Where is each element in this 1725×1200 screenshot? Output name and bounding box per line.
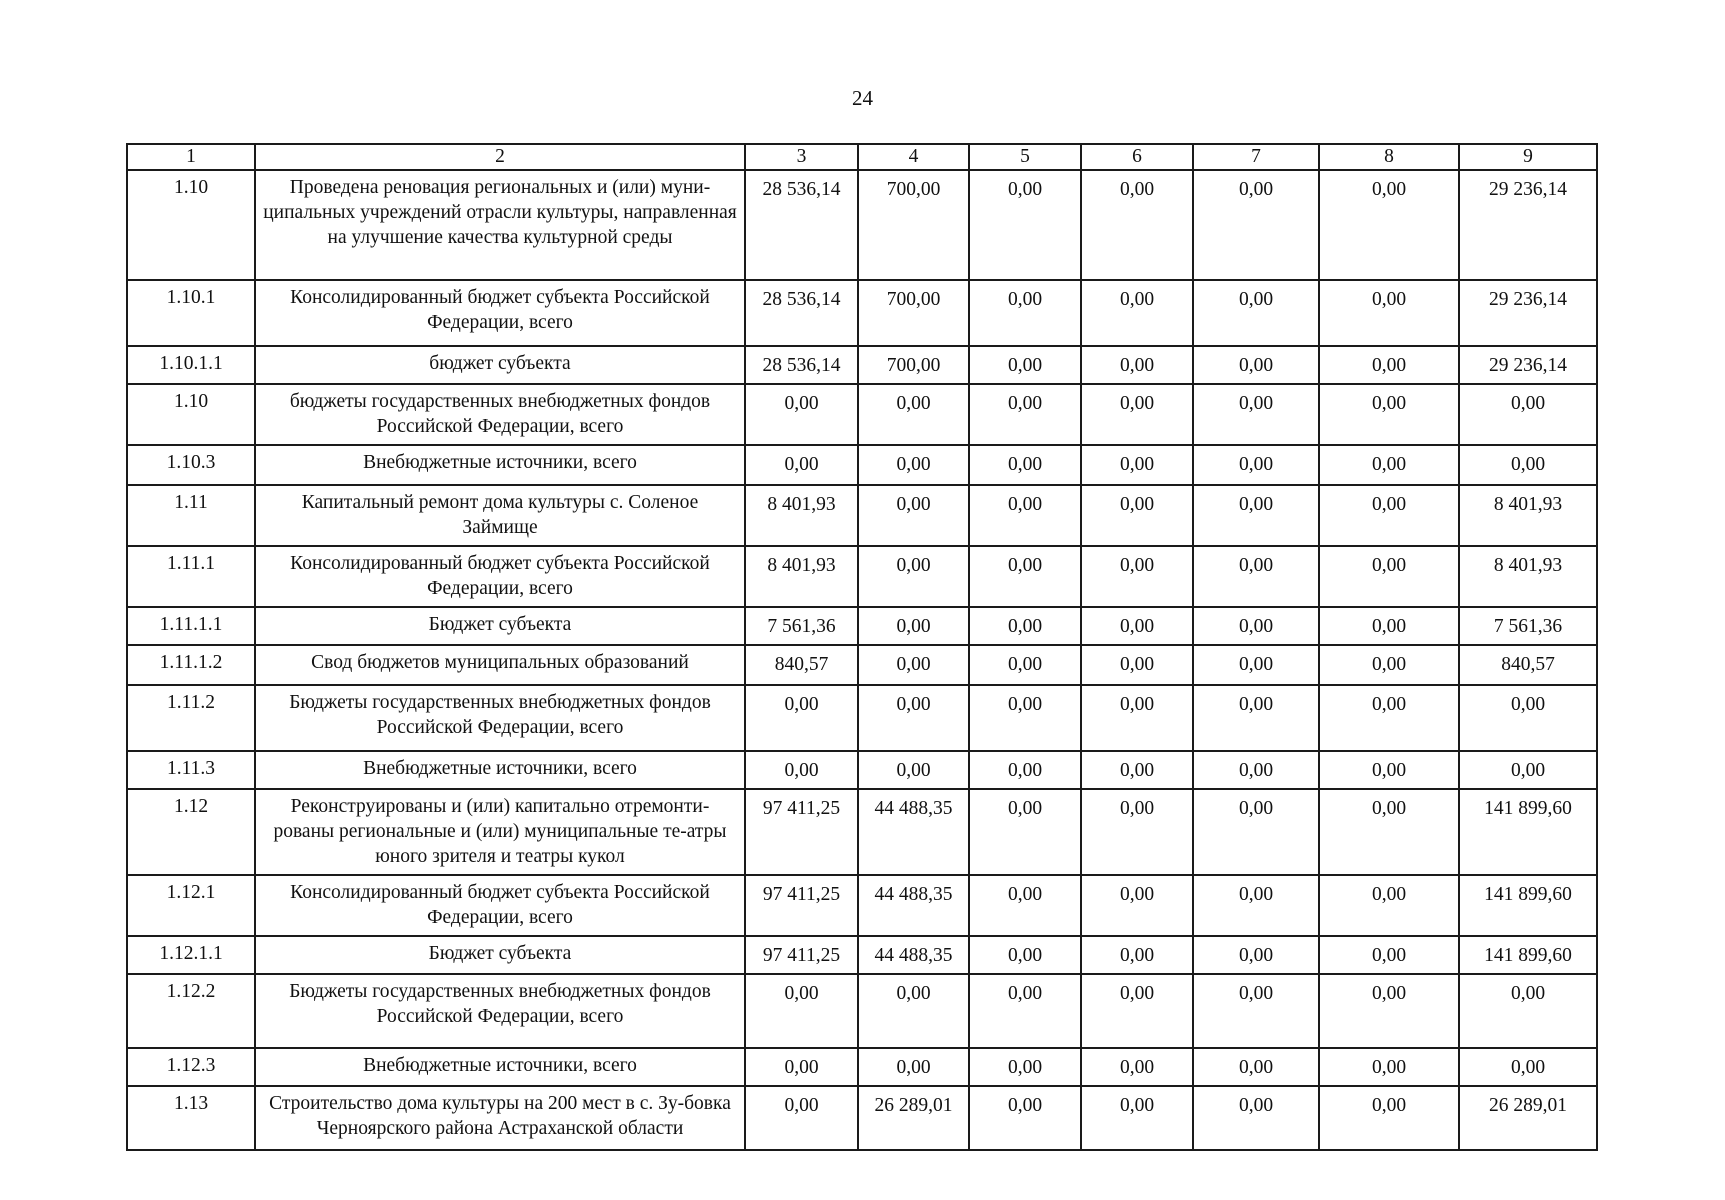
row-value: 0,00 — [858, 445, 969, 485]
table-row — [127, 751, 1597, 789]
row-value: 0,00 — [1459, 974, 1597, 1048]
row-value: 0,00 — [1319, 170, 1459, 280]
row-value: 8 401,93 — [745, 485, 858, 546]
row-value: 840,57 — [745, 645, 858, 685]
row-value: 7 561,36 — [745, 607, 858, 645]
row-value: 141 899,60 — [1459, 875, 1597, 936]
header-row — [127, 144, 1597, 170]
row-value: 0,00 — [969, 974, 1081, 1048]
row-code: 1.12 — [127, 789, 255, 875]
column-header: 3 — [745, 144, 858, 170]
row-value: 8 401,93 — [1459, 485, 1597, 546]
row-code: 1.10 — [127, 384, 255, 445]
table-row — [127, 645, 1597, 685]
table-row — [127, 875, 1597, 936]
row-value: 0,00 — [969, 346, 1081, 384]
row-value: 0,00 — [858, 685, 969, 751]
row-value: 0,00 — [1193, 875, 1319, 936]
row-value: 0,00 — [1193, 936, 1319, 974]
row-code: 1.11 — [127, 485, 255, 546]
budget-table — [126, 143, 1598, 1151]
row-value: 0,00 — [745, 751, 858, 789]
row-value: 0,00 — [1193, 445, 1319, 485]
table-row — [127, 384, 1597, 445]
table-row — [127, 280, 1597, 346]
row-value: 0,00 — [969, 384, 1081, 445]
row-value: 0,00 — [1193, 789, 1319, 875]
row-value: 0,00 — [1319, 685, 1459, 751]
row-value: 0,00 — [1319, 445, 1459, 485]
row-value: 97 411,25 — [745, 875, 858, 936]
row-code: 1.10.3 — [127, 445, 255, 485]
row-name: Строительство дома культуры на 200 мест в с. Зу-бовка Черноярского района Астраханской области — [255, 1086, 745, 1150]
column-header: 8 — [1319, 144, 1459, 170]
table-row — [127, 974, 1597, 1048]
table-row — [127, 685, 1597, 751]
row-value: 700,00 — [858, 170, 969, 280]
row-value: 0,00 — [969, 546, 1081, 607]
row-value: 0,00 — [1081, 1086, 1193, 1150]
table-row — [127, 445, 1597, 485]
row-code: 1.11.1.2 — [127, 645, 255, 685]
row-value: 29 236,14 — [1459, 280, 1597, 346]
row-value: 0,00 — [1081, 445, 1193, 485]
row-value: 0,00 — [1459, 1048, 1597, 1086]
row-value: 0,00 — [1193, 645, 1319, 685]
row-code: 1.11.1.1 — [127, 607, 255, 645]
column-header: 5 — [969, 144, 1081, 170]
table-row — [127, 170, 1597, 280]
row-value: 0,00 — [969, 607, 1081, 645]
row-value: 0,00 — [1193, 280, 1319, 346]
row-value: 0,00 — [858, 546, 969, 607]
table-row — [127, 346, 1597, 384]
row-code: 1.13 — [127, 1086, 255, 1150]
row-name: Проведена реновация региональных и (или) муни-ципальных учреждений отрасли культуры, направленная на улучшение качества культурной среды — [255, 170, 745, 280]
row-value: 0,00 — [858, 1048, 969, 1086]
column-header: 1 — [127, 144, 255, 170]
row-value: 29 236,14 — [1459, 346, 1597, 384]
column-header: 4 — [858, 144, 969, 170]
row-value: 141 899,60 — [1459, 936, 1597, 974]
row-name: Внебюджетные источники, всего — [255, 1048, 745, 1086]
row-value: 0,00 — [1319, 789, 1459, 875]
row-value: 0,00 — [1193, 607, 1319, 645]
row-code: 1.12.1 — [127, 875, 255, 936]
column-header: 2 — [255, 144, 745, 170]
row-value: 0,00 — [858, 974, 969, 1048]
row-value: 44 488,35 — [858, 875, 969, 936]
row-code: 1.10.1.1 — [127, 346, 255, 384]
row-name: Внебюджетные источники, всего — [255, 445, 745, 485]
row-value: 28 536,14 — [745, 280, 858, 346]
row-value: 0,00 — [969, 170, 1081, 280]
row-code: 1.11.2 — [127, 685, 255, 751]
row-code: 1.11.1 — [127, 546, 255, 607]
row-value: 0,00 — [1319, 346, 1459, 384]
row-value: 0,00 — [1319, 546, 1459, 607]
row-value: 0,00 — [1193, 974, 1319, 1048]
row-value: 0,00 — [1319, 384, 1459, 445]
row-value: 29 236,14 — [1459, 170, 1597, 280]
row-code: 1.12.1.1 — [127, 936, 255, 974]
row-value: 0,00 — [858, 384, 969, 445]
table-row — [127, 485, 1597, 546]
row-value: 0,00 — [969, 1086, 1081, 1150]
row-value: 0,00 — [1081, 974, 1193, 1048]
row-value: 0,00 — [1319, 1086, 1459, 1150]
row-value: 0,00 — [1319, 607, 1459, 645]
row-value: 0,00 — [1081, 875, 1193, 936]
row-value: 0,00 — [1459, 751, 1597, 789]
row-value: 0,00 — [1081, 1048, 1193, 1086]
row-value: 0,00 — [969, 485, 1081, 546]
row-name: Бюджет субъекта — [255, 936, 745, 974]
row-value: 0,00 — [1081, 280, 1193, 346]
row-value: 0,00 — [745, 1086, 858, 1150]
row-value: 700,00 — [858, 346, 969, 384]
row-code: 1.11.3 — [127, 751, 255, 789]
row-value: 0,00 — [1081, 645, 1193, 685]
row-value: 0,00 — [1459, 384, 1597, 445]
row-value: 0,00 — [1319, 645, 1459, 685]
row-value: 0,00 — [1459, 445, 1597, 485]
row-value: 8 401,93 — [1459, 546, 1597, 607]
row-value: 0,00 — [969, 645, 1081, 685]
row-value: 0,00 — [745, 384, 858, 445]
row-value: 840,57 — [1459, 645, 1597, 685]
row-value: 0,00 — [969, 936, 1081, 974]
row-name: Консолидированный бюджет субъекта Российской Федерации, всего — [255, 546, 745, 607]
row-value: 0,00 — [1081, 384, 1193, 445]
row-value: 97 411,25 — [745, 789, 858, 875]
column-header: 9 — [1459, 144, 1597, 170]
row-value: 0,00 — [1193, 751, 1319, 789]
row-name: Бюджет субъекта — [255, 607, 745, 645]
row-value: 700,00 — [858, 280, 969, 346]
row-code: 1.10 — [127, 170, 255, 280]
row-value: 0,00 — [1081, 607, 1193, 645]
row-value: 44 488,35 — [858, 936, 969, 974]
row-value: 0,00 — [858, 485, 969, 546]
row-value: 0,00 — [969, 280, 1081, 346]
row-value: 0,00 — [1081, 936, 1193, 974]
row-value: 44 488,35 — [858, 789, 969, 875]
row-code: 1.12.2 — [127, 974, 255, 1048]
row-value: 0,00 — [745, 685, 858, 751]
column-header: 6 — [1081, 144, 1193, 170]
row-value: 0,00 — [858, 645, 969, 685]
row-value: 26 289,01 — [1459, 1086, 1597, 1150]
row-value: 141 899,60 — [1459, 789, 1597, 875]
row-value: 0,00 — [1319, 875, 1459, 936]
row-name: Консолидированный бюджет субъекта Российской Федерации, всего — [255, 280, 745, 346]
row-name: бюджет субъекта — [255, 346, 745, 384]
table-row — [127, 789, 1597, 875]
table-row — [127, 1086, 1597, 1150]
table-row — [127, 936, 1597, 974]
row-name: Капитальный ремонт дома культуры с. Соленое Займище — [255, 485, 745, 546]
row-value: 0,00 — [1193, 546, 1319, 607]
row-value: 0,00 — [1193, 485, 1319, 546]
row-value: 0,00 — [745, 445, 858, 485]
row-value: 0,00 — [1193, 384, 1319, 445]
row-name: бюджеты государственных внебюджетных фондов Российской Федерации, всего — [255, 384, 745, 445]
page-number: 24 — [852, 86, 873, 110]
row-value: 0,00 — [1319, 751, 1459, 789]
row-value: 0,00 — [969, 751, 1081, 789]
table-row — [127, 1048, 1597, 1086]
row-value: 0,00 — [1319, 280, 1459, 346]
row-value: 0,00 — [1081, 751, 1193, 789]
row-value: 7 561,36 — [1459, 607, 1597, 645]
row-value: 28 536,14 — [745, 170, 858, 280]
row-value: 0,00 — [969, 875, 1081, 936]
row-value: 0,00 — [1081, 485, 1193, 546]
row-value: 0,00 — [1319, 974, 1459, 1048]
row-value: 0,00 — [1319, 1048, 1459, 1086]
row-name: Бюджеты государственных внебюджетных фондов Российской Федерации, всего — [255, 974, 745, 1048]
row-name: Консолидированный бюджет субъекта Российской Федерации, всего — [255, 875, 745, 936]
table-row — [127, 607, 1597, 645]
column-header: 7 — [1193, 144, 1319, 170]
row-value: 0,00 — [1193, 1086, 1319, 1150]
table-row — [127, 546, 1597, 607]
row-value: 0,00 — [745, 1048, 858, 1086]
row-value: 26 289,01 — [858, 1086, 969, 1150]
row-value: 0,00 — [1081, 546, 1193, 607]
row-value: 0,00 — [858, 751, 969, 789]
row-value: 0,00 — [858, 607, 969, 645]
row-value: 0,00 — [1193, 1048, 1319, 1086]
row-name: Бюджеты государственных внебюджетных фондов Российской Федерации, всего — [255, 685, 745, 751]
row-value: 0,00 — [1319, 936, 1459, 974]
row-value: 0,00 — [1081, 685, 1193, 751]
row-value: 8 401,93 — [745, 546, 858, 607]
row-value: 0,00 — [1193, 170, 1319, 280]
row-value: 0,00 — [1081, 789, 1193, 875]
row-value: 0,00 — [969, 789, 1081, 875]
row-value: 0,00 — [969, 445, 1081, 485]
row-value: 0,00 — [1319, 485, 1459, 546]
row-name: Свод бюджетов муниципальных образований — [255, 645, 745, 685]
row-value: 0,00 — [1193, 346, 1319, 384]
row-name: Реконструированы и (или) капитально отремонти-рованы региональные и (или) муниципальные те-атры юного зрителя и театры кукол — [255, 789, 745, 875]
row-value: 0,00 — [745, 974, 858, 1048]
row-value: 0,00 — [969, 685, 1081, 751]
row-value: 0,00 — [1459, 685, 1597, 751]
row-value: 28 536,14 — [745, 346, 858, 384]
row-value: 0,00 — [1193, 685, 1319, 751]
row-code: 1.10.1 — [127, 280, 255, 346]
row-name: Внебюджетные источники, всего — [255, 751, 745, 789]
row-code: 1.12.3 — [127, 1048, 255, 1086]
row-value: 97 411,25 — [745, 936, 858, 974]
row-value: 0,00 — [969, 1048, 1081, 1086]
row-value: 0,00 — [1081, 170, 1193, 280]
row-value: 0,00 — [1081, 346, 1193, 384]
